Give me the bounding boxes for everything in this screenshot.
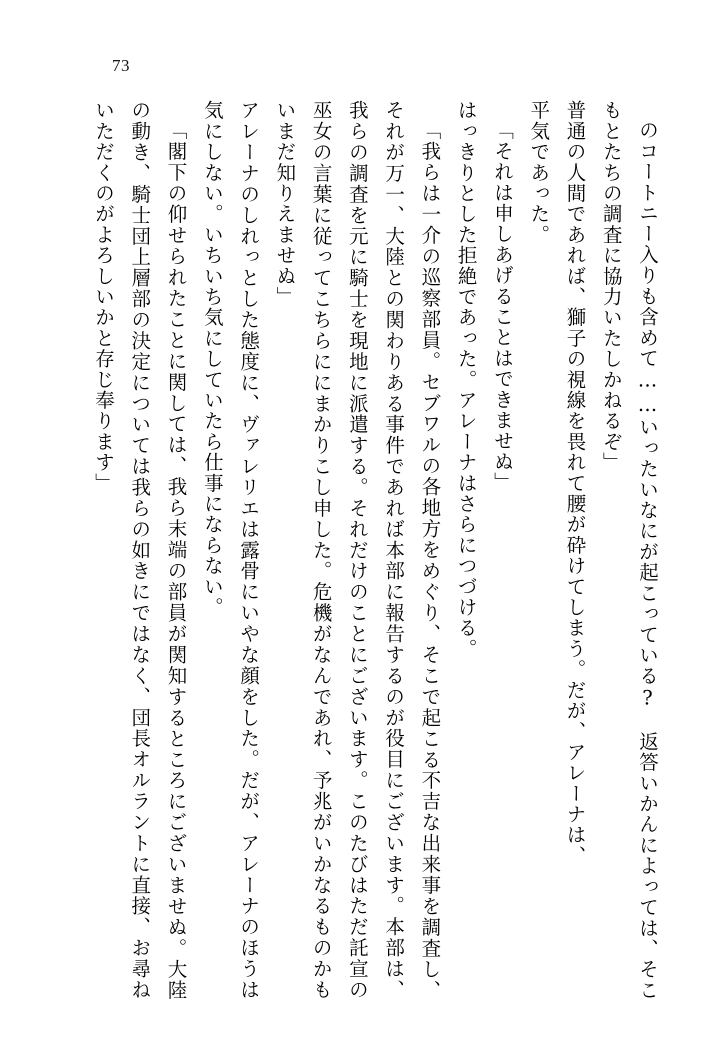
paragraph: 「我らは一介の巡察部員。セブワルの各地方をめぐり、そこで起こる不吉な出来事を調査し、それが万一、大陸との関わりある事件であれば本部に報告するのが役目にございます。本部は、我らの調査を元に騎士を現地に派遣する。それだけのことにございます。このたびはただ託宣の巫女の言葉に従ってこちらににまかりこし申した。危機がなんであれ、予兆がいかなるものかもいまだ知りえませぬ」 bbox=[273, 100, 442, 1000]
vertical-text-body bbox=[75, 100, 665, 1000]
paragraph: 「閣下の仰せられたことに関しては、我ら末端の部員が関知するところにございませぬ。大陸の動き、騎士団上層部の決定については我らの如きにではなく、団長オルラントに直接、お尋ねいただくのがよろしいかと存じ奉ります」 bbox=[92, 100, 188, 1000]
paragraph: 「それは申しあげることはできませぬ」 bbox=[490, 119, 514, 493]
paragraph: 普通の人間であれば、獅子の視線を畏れて腰が砕けてしまう。だが、アレーナは、 bbox=[563, 100, 587, 866]
paragraph: アレーナのしれっとした態度に、ヴァレリエは露骨にいやな顔をした。だが、アレーナのほうは気にしない。いちいち気にしていたら仕事にならない。 bbox=[200, 100, 261, 1000]
paragraph: 平気であった。 bbox=[527, 100, 551, 245]
page-number: 73 bbox=[112, 56, 130, 75]
paragraph: のコートニー入りも含めて……いったいなにが起こっている? 返答いかんによっては、そこもとたちの調査に協力いたしかねるぞ」 bbox=[599, 100, 659, 1000]
paragraph: はっきりとした拒絶であった。アレーナはさらにつづける。 bbox=[454, 100, 478, 659]
